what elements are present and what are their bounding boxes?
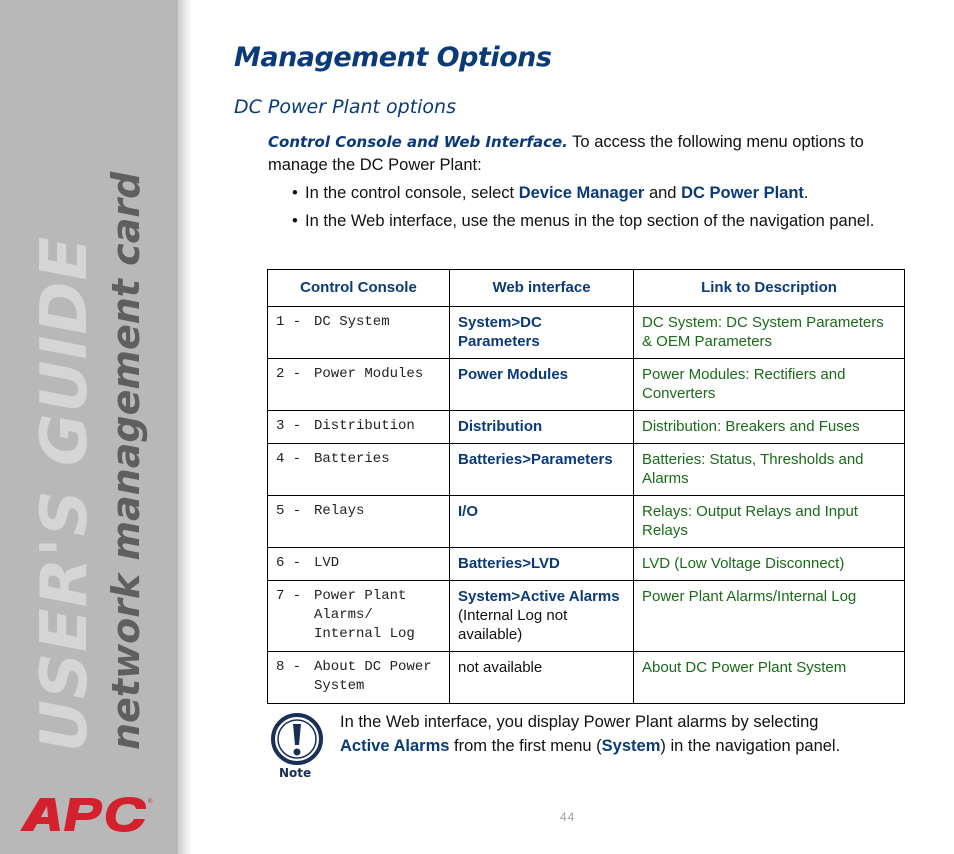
web-menu-path: System>DC Parameters <box>458 314 542 350</box>
bullet-dot-icon: • <box>292 212 298 230</box>
bullet-console <box>292 182 892 205</box>
intro-paragraph <box>268 131 868 177</box>
instruction-list <box>292 182 892 238</box>
table-row <box>268 548 905 581</box>
description-link[interactable]: Relays: Output Relays and Input Relays <box>634 496 905 548</box>
header-control-console: Control Console <box>268 270 450 307</box>
web-menu-path: Power Modules <box>458 366 569 383</box>
console-menu-label: Distribution <box>314 418 415 434</box>
users-guide-title: USER'S GUIDE <box>28 235 102 752</box>
web-cell <box>450 581 634 652</box>
bullet-text: In the Web interface, use the menus in the top section of the navigation panel. <box>305 212 875 230</box>
table-row <box>268 496 905 548</box>
table-body <box>268 307 905 704</box>
table-header-row <box>268 270 905 307</box>
description-link[interactable]: Distribution: Breakers and Fuses <box>634 411 905 444</box>
bullet-dot-icon: • <box>292 184 298 202</box>
console-menu-label: DC System <box>314 314 390 330</box>
web-menu-note: (Internal Log not available) <box>458 607 568 643</box>
intro-lead: Control Console and Web Interface. <box>268 133 568 151</box>
menu-number: 7 - <box>276 588 302 604</box>
menu-number: 1 - <box>276 314 302 330</box>
web-menu-path: Distribution <box>458 418 543 435</box>
web-cell <box>450 548 634 581</box>
page-title: Management Options <box>234 42 552 73</box>
bullet-text: . <box>803 184 809 202</box>
console-menu-label: Batteries <box>314 451 390 467</box>
web-menu-path: System>Active Alarms <box>458 588 620 605</box>
description-link[interactable]: Batteries: Status, Thresholds and Alarms <box>634 444 905 496</box>
network-management-card-subtitle: network management card <box>104 171 148 750</box>
web-menu-path: Batteries>Parameters <box>458 451 613 468</box>
header-web-interface: Web interface <box>450 270 634 307</box>
web-cell <box>450 496 634 548</box>
keyword-dc-power-plant: DC Power Plant <box>681 184 804 202</box>
keyword-system: System <box>601 737 661 755</box>
web-cell <box>450 652 634 704</box>
note-text-part: from the first menu ( <box>449 737 602 755</box>
description-link[interactable]: DC System: DC System Parameters & OEM Parameters <box>634 307 905 359</box>
bullet-text: In the control console, select <box>305 184 519 202</box>
description-link[interactable]: Power Plant Alarms/Internal Log <box>634 581 905 652</box>
web-cell <box>450 411 634 444</box>
svg-text:®: ® <box>148 799 153 805</box>
menu-number: 4 - <box>276 451 302 467</box>
description-link[interactable]: About DC Power Plant System <box>634 652 905 704</box>
description-link[interactable]: Power Modules: Rectifiers and Converters <box>634 359 905 411</box>
table-row <box>268 411 905 444</box>
menu-number: 5 - <box>276 503 302 519</box>
console-menu-label: Power Plant Alarms/ Internal Log <box>314 588 415 642</box>
header-link-description: Link to Description <box>634 270 905 307</box>
table-row <box>268 444 905 496</box>
menu-number: 3 - <box>276 418 302 434</box>
console-menu-label: LVD <box>314 555 340 571</box>
page-number: 44 <box>560 810 576 824</box>
table-row <box>268 307 905 359</box>
note-text-part: In the Web interface, you display Power Plant alarms by selecting <box>340 713 819 731</box>
table-row <box>268 359 905 411</box>
console-cell <box>268 444 450 496</box>
menu-number: 2 - <box>276 366 302 382</box>
web-cell <box>450 444 634 496</box>
console-cell <box>268 581 450 652</box>
keyword-device-manager: Device Manager <box>518 184 645 202</box>
menu-options-table <box>267 269 905 704</box>
console-cell <box>268 496 450 548</box>
intro-text: To access the following menu options to manage the DC Power Plant: <box>268 133 864 174</box>
console-menu-label: Relays <box>314 503 365 519</box>
table-row <box>268 652 905 704</box>
web-menu-path: Batteries>LVD <box>458 555 560 572</box>
console-cell <box>268 307 450 359</box>
table-row <box>268 581 905 652</box>
web-menu-note: not available <box>458 659 543 676</box>
note-text-part: ) in the navigation panel. <box>660 737 841 755</box>
console-menu-label: Power Modules <box>314 366 424 382</box>
web-cell <box>450 359 634 411</box>
console-cell <box>268 652 450 704</box>
console-cell <box>268 548 450 581</box>
keyword-active-alarms: Active Alarms <box>340 737 450 755</box>
section-title: DC Power Plant options <box>234 96 456 118</box>
console-cell <box>268 359 450 411</box>
menu-number: 8 - <box>276 659 302 675</box>
web-menu-path: I/O <box>458 503 479 520</box>
apc-logo <box>18 795 158 833</box>
menu-number: 6 - <box>276 555 302 571</box>
bullet-web <box>292 210 892 233</box>
note-label: Note <box>279 766 312 780</box>
vertical-title-group <box>24 171 194 752</box>
web-cell <box>450 307 634 359</box>
description-link[interactable]: LVD (Low Voltage Disconnect) <box>634 548 905 581</box>
console-menu-label: About DC Power System <box>314 659 432 694</box>
note-text <box>340 710 860 758</box>
bullet-text: and <box>644 184 682 202</box>
console-cell <box>268 411 450 444</box>
